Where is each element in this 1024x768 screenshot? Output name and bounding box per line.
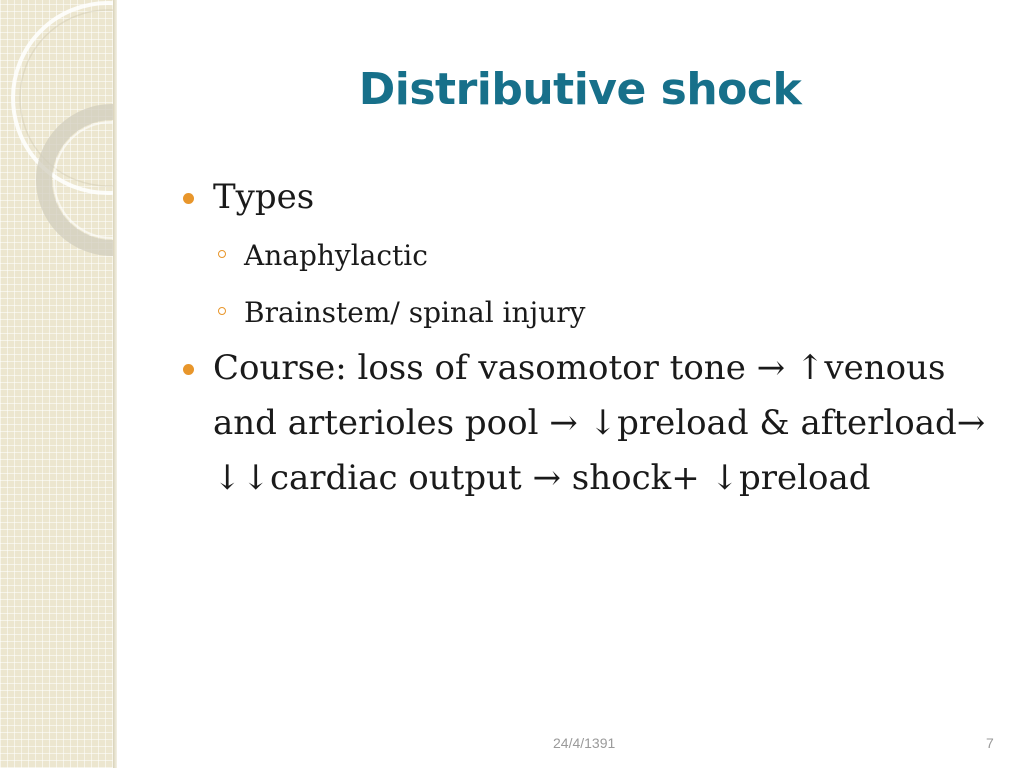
sub-bullet-ring-icon xyxy=(218,250,226,258)
bullet-dot-icon xyxy=(183,364,194,375)
bullet-list xyxy=(180,170,1000,508)
sub-bullet-text: Anaphylactic xyxy=(244,239,428,272)
side-panel-edge xyxy=(113,0,117,768)
bullet-course xyxy=(180,341,1000,506)
sub-bullet-text: Brainstem/ spinal injury xyxy=(244,296,586,329)
footer-date: 24/4/1391 xyxy=(553,735,616,751)
bullet-dot-icon xyxy=(183,193,194,204)
bullet-text: Types xyxy=(213,177,315,217)
sub-bullet-brainstem xyxy=(180,284,1000,341)
decorative-circles-graphic xyxy=(0,0,113,768)
decorative-side-panel xyxy=(0,0,113,768)
slide-title: Distributive shock xyxy=(358,64,802,115)
sub-bullet-anaphylactic xyxy=(180,227,1000,284)
bullet-types xyxy=(180,170,1000,225)
slide-number: 7 xyxy=(986,735,994,751)
bullet-text: Course: loss of vasomotor tone → ↑venous and arterioles pool → ↓preload & afterload→ ↓↓cardiac output → shock+ ↓preload xyxy=(213,348,986,498)
sub-bullet-ring-icon xyxy=(218,307,226,315)
